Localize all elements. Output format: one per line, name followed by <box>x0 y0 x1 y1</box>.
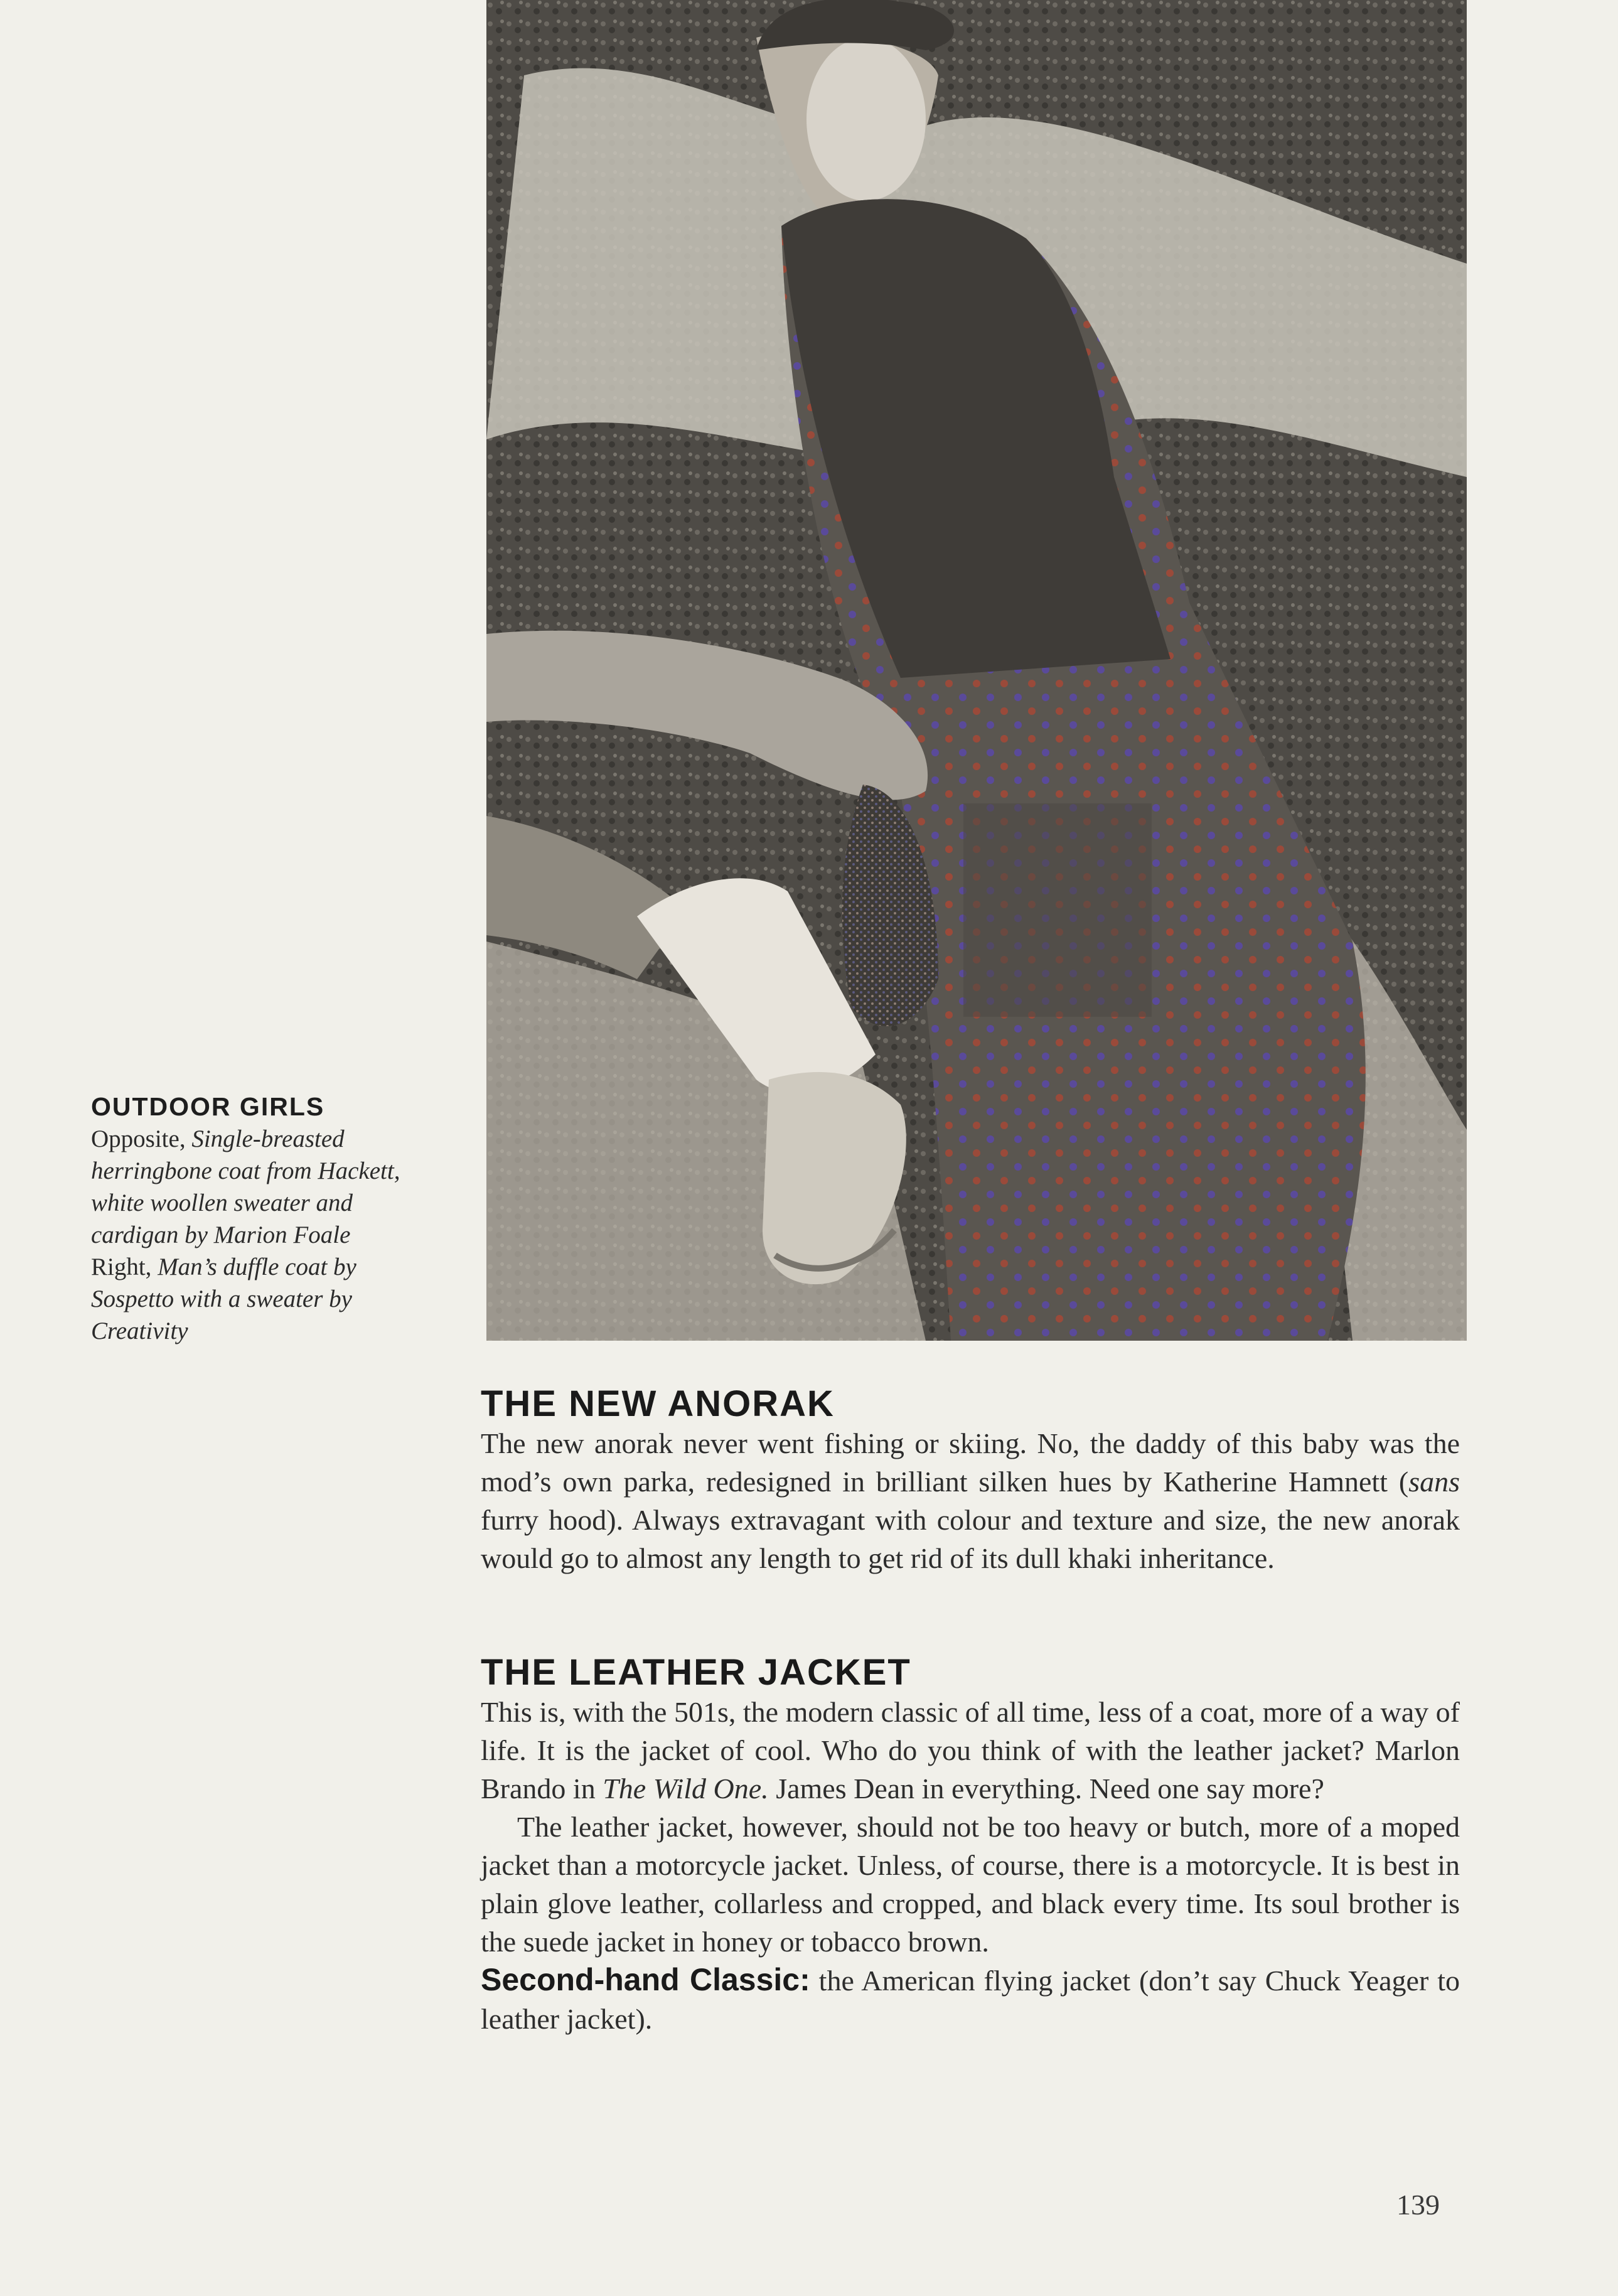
caption-line1-italic: Single-breasted herringbone coat from Hackett, white woollen sweater and cardigan by Marion Foale <box>91 1125 400 1248</box>
photo-caption <box>91 1090 442 1347</box>
leather-paragraph-1 <box>481 1693 1460 1808</box>
caption-line2-prefix: Right, <box>91 1253 158 1280</box>
leather-paragraph-3 <box>481 1961 1460 2038</box>
second-hand-classic-label: Second-hand Classic: <box>481 1962 810 1997</box>
section-new-anorak <box>481 1384 1460 1577</box>
anorak-text-b: furry hood). Always extravagant with colour and texture and size, the new anorak would go to almost any length to get rid of its dull khaki inheritance. <box>481 1504 1460 1574</box>
caption-line2-italic: Man’s duffle coat by Sospetto with a sweater by Creativity <box>91 1253 356 1344</box>
caption-text <box>91 1123 442 1347</box>
section-leather-jacket <box>481 1653 1460 2038</box>
anorak-paragraph <box>481 1424 1460 1577</box>
second-hand-classic-text: the American flying jacket (don’t say Chuck Yeager to leather jacket). <box>481 1965 1460 2035</box>
leather-p1-b: James Dean in everything. Need one say more? <box>768 1773 1324 1805</box>
leather-paragraph-2: The leather jacket, however, should not be too heavy or butch, more of a moped jacket than a motorcycle jacket. Unless, of course, there is a motorcycle. It is best in plain glove leather, collarless and cropped, and black every time. Its soul brother is the suede jacket in honey or tobacco brown. <box>481 1811 1460 1958</box>
anorak-text-a: The new anorak never went fishing or skiing. No, the daddy of this baby was the mod’s own parka, redesigned in brilliant silken hues by Katherine Hamnett ( <box>481 1427 1460 1498</box>
section-heading-leather: THE LEATHER JACKET <box>481 1652 911 1693</box>
fashion-photo <box>486 0 1467 1341</box>
caption-line1-prefix: Opposite, <box>91 1125 192 1152</box>
section-heading-anorak: THE NEW ANORAK <box>481 1383 835 1424</box>
leather-p1-italic: The Wild One. <box>603 1773 769 1805</box>
anorak-text-italic: sans <box>1408 1466 1460 1498</box>
caption-title: OUTDOOR GIRLS <box>91 1092 325 1121</box>
page-number: 139 <box>1396 2189 1440 2221</box>
leather-p1-a: This is, with the 501s, the modern classic of all time, less of a coat, more of a way of life. It is the jacket of cool. Who do you think of with the leather jacket? Marlon Brando in <box>481 1696 1460 1805</box>
